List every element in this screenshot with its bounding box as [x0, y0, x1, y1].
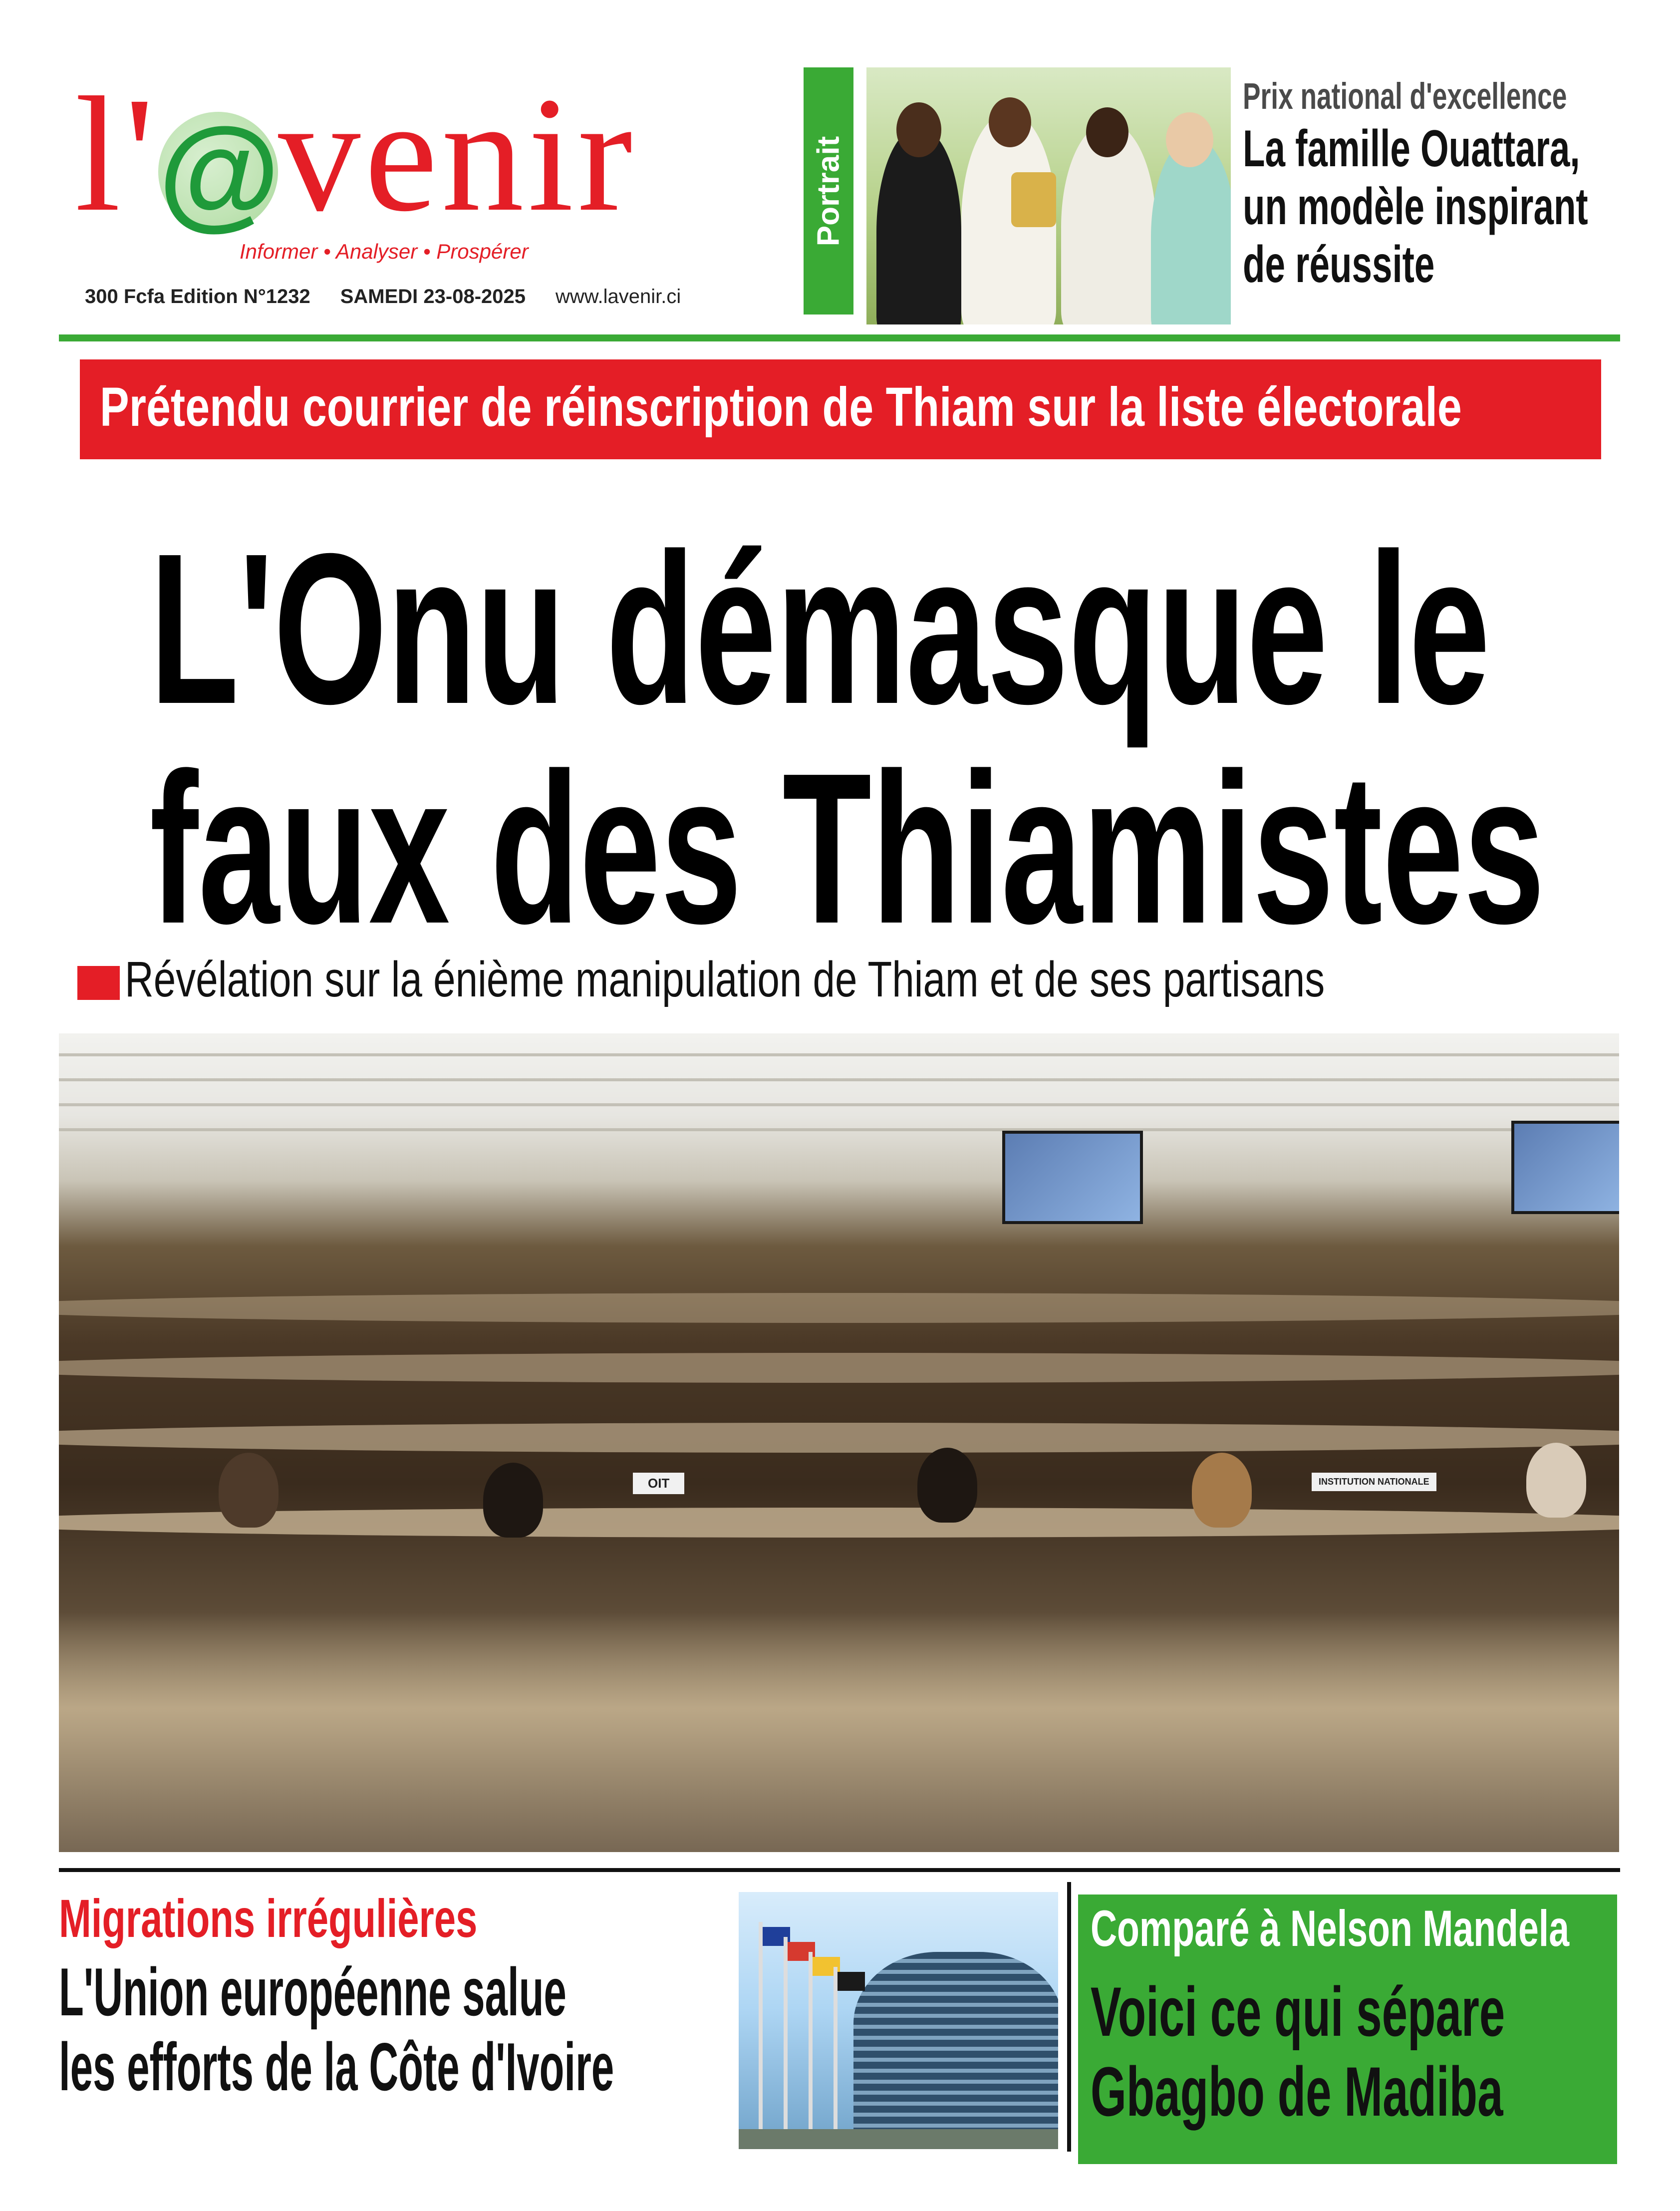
portrait-section-tab [804, 67, 853, 315]
banner-text: Prétendu courrier de réinscription de Thiam sur la liste électorale [100, 376, 1462, 438]
headline-line: L'Onu démasque le [150, 509, 1490, 749]
mandela-kicker: Comparé à Nelson Mandela [1091, 1900, 1570, 1957]
migration-title-line: L'Union européenne salue [59, 1954, 566, 2030]
portrait-title-line: La famille Ouattara, [1243, 120, 1580, 178]
portrait-tab-label: Portrait [811, 136, 846, 246]
desk-label-institution: INSTITUTION NATIONALE [1312, 1473, 1436, 1491]
mandela-title-line: Voici ce qui sépare [1091, 1972, 1505, 2051]
headline-line: faux des Thiamistes [150, 729, 1545, 968]
green-divider [59, 334, 1620, 341]
desk-label-oit: OIT [633, 1473, 684, 1494]
vertical-divider [1067, 1882, 1071, 2152]
section-divider [59, 1868, 1620, 1872]
migration-title-line: les efforts de la Côte d'Ivoire [59, 2029, 614, 2105]
eu-parliament-photo [739, 1892, 1058, 2149]
migration-kicker: Migrations irrégulières [59, 1888, 478, 1948]
website-link[interactable]: www.lavenir.ci [556, 286, 681, 308]
deck-bullet [77, 966, 120, 1000]
logo-at-sign: @ [158, 102, 284, 241]
portrait-title-line: de réussite [1243, 236, 1435, 294]
price-edition: 300 Fcfa Edition N°1232 [85, 286, 310, 308]
portrait-title-line: un modèle inspirant [1243, 178, 1588, 236]
mandela-title[interactable] [1091, 1972, 1505, 2132]
main-photo-assembly-hall [59, 1033, 1619, 1852]
main-headline[interactable] [150, 509, 1545, 968]
tagline: Informer • Analyser • Prospérer [240, 240, 529, 263]
issue-date: SAMEDI 23-08-2025 [340, 286, 526, 308]
portrait-photo [866, 67, 1231, 324]
deck-text: Révélation sur la énième manipulation de Thiam et de ses partisans [125, 951, 1325, 1007]
portrait-title[interactable] [1243, 120, 1588, 294]
logo-suffix: venir [278, 63, 637, 246]
issue-info [85, 286, 711, 308]
portrait-kicker: Prix national d'excellence [1243, 75, 1567, 117]
logo-prefix: l' [75, 63, 159, 246]
mandela-title-line: Gbagbo de Madiba [1091, 2052, 1503, 2131]
migration-title[interactable] [59, 1954, 614, 2104]
newspaper-logo [75, 63, 764, 246]
